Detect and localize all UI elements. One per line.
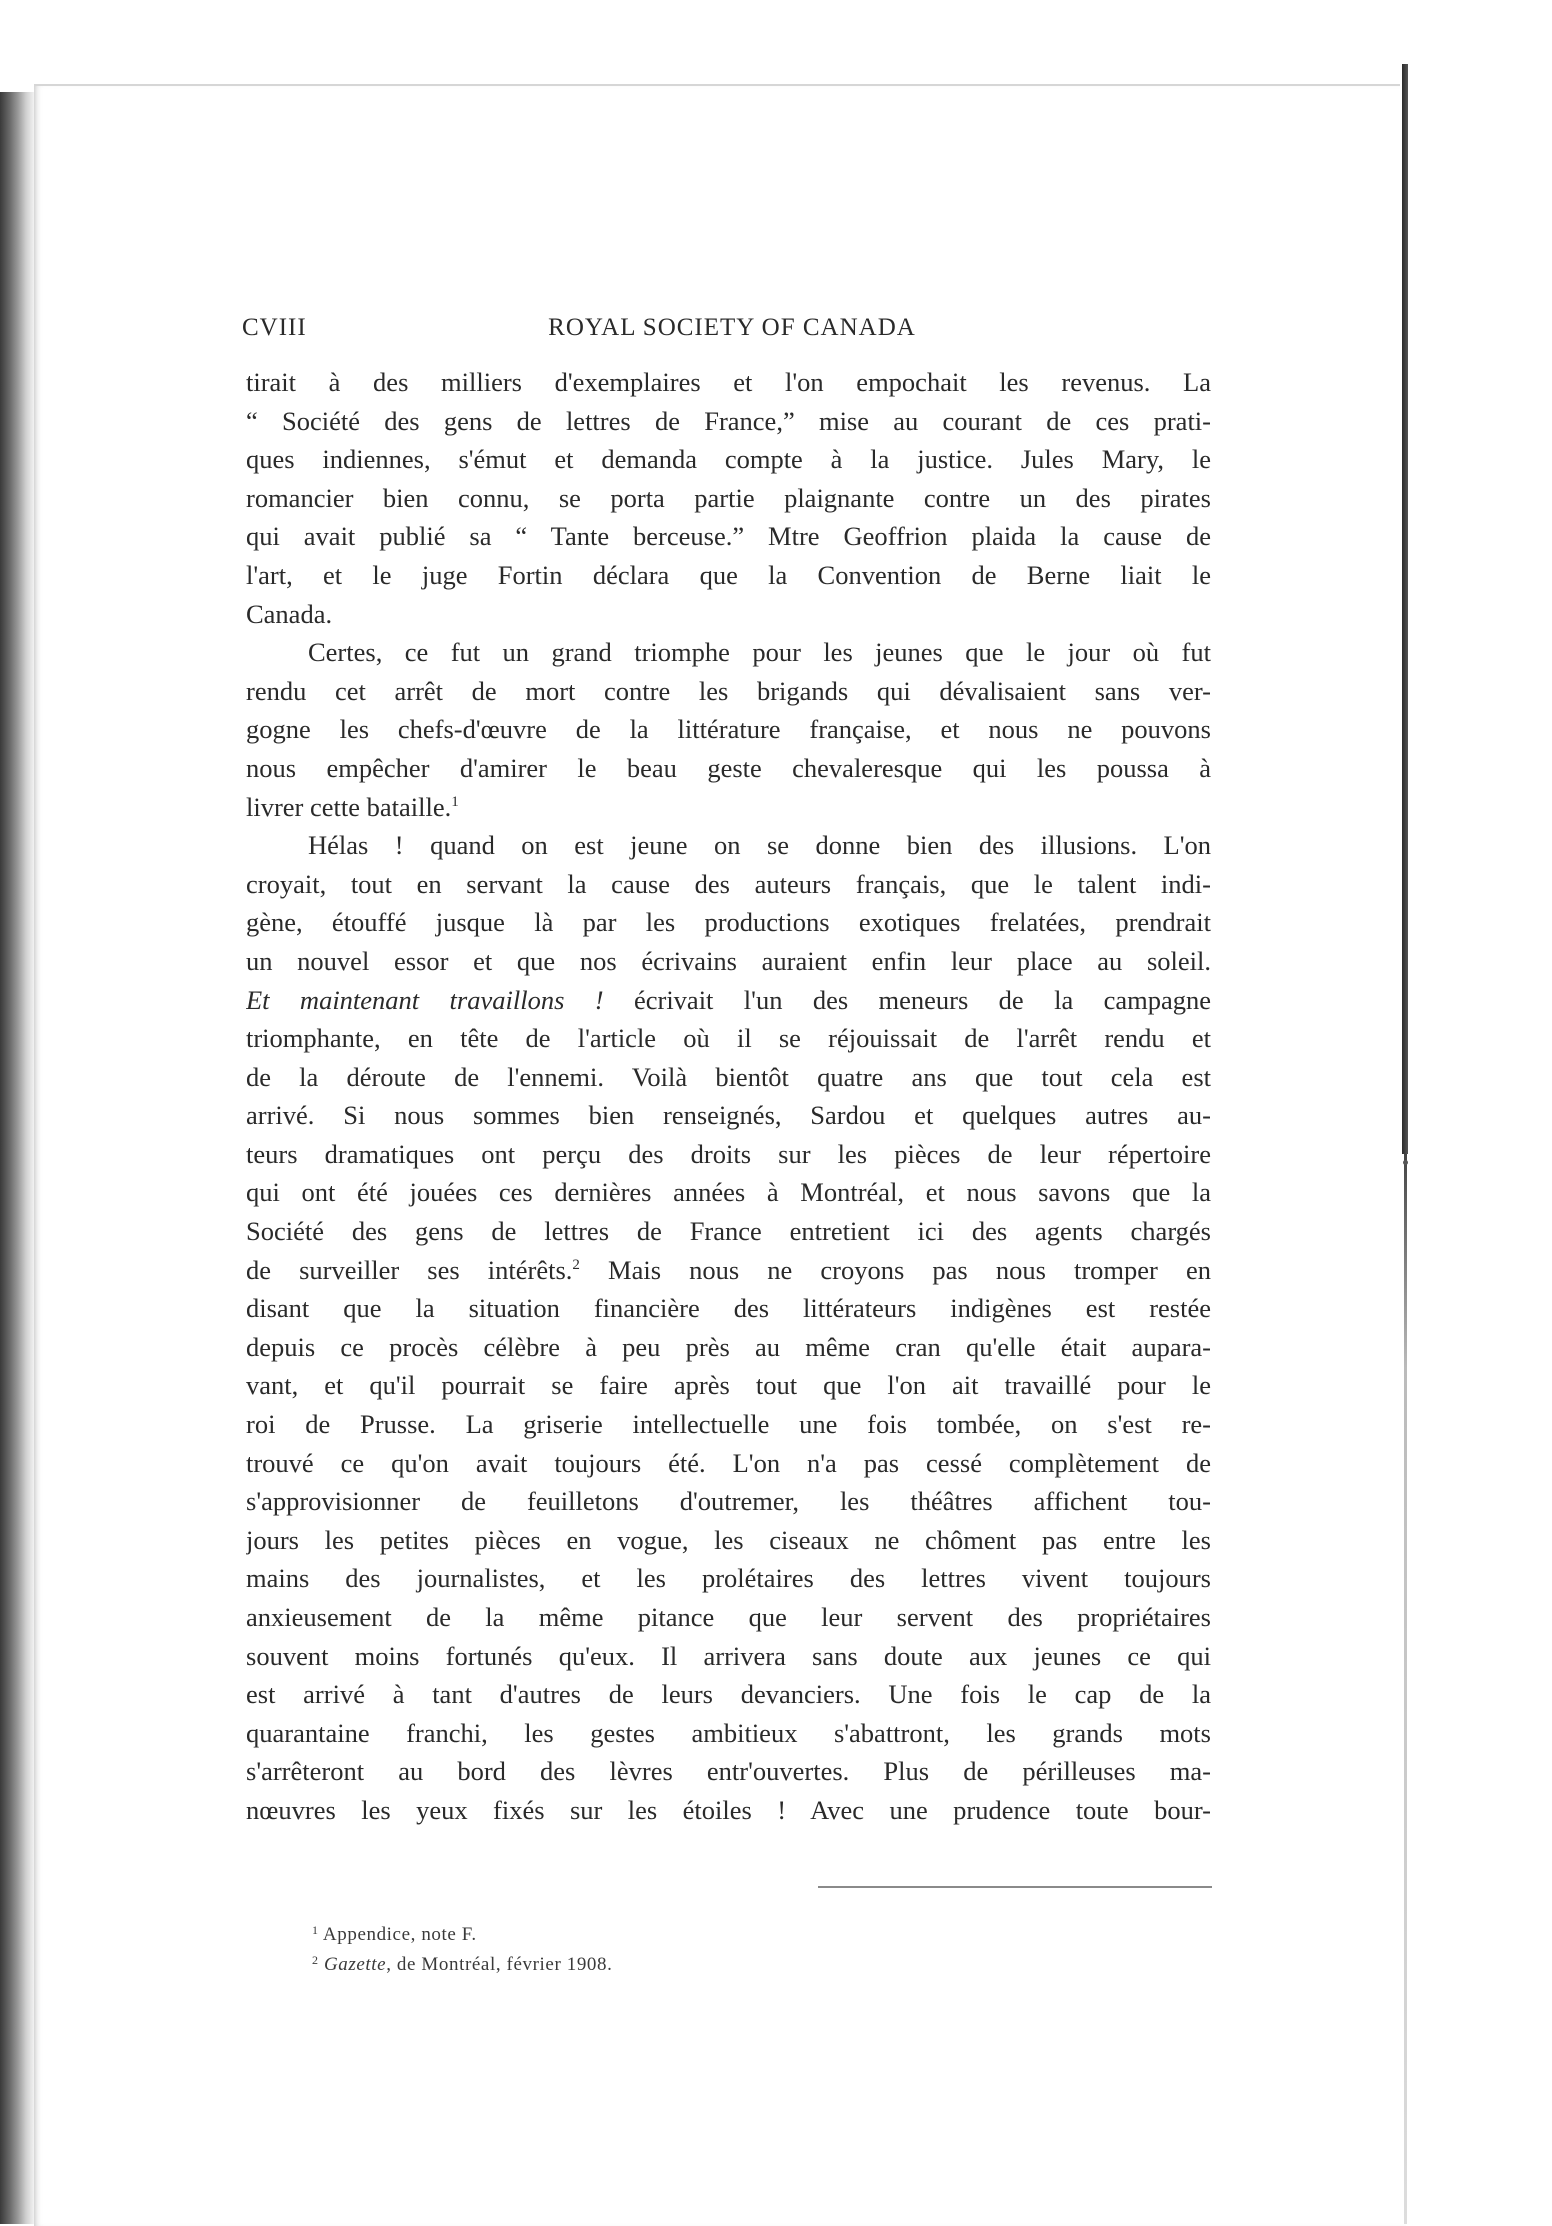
text-line: triomphante, en tête de l'article où il se réjouissait de l'arrêt rendu et: [246, 1023, 1211, 1054]
footnote-text: , de Montréal, février 1908.: [386, 1954, 613, 1975]
text-line: s'approvisionner de feuilletons d'outremer, les théâtres affichent tou-: [246, 1486, 1211, 1517]
text-line: arrivé. Si nous sommes bien renseignés, Sardou et quelques autres au-: [246, 1100, 1211, 1131]
page-number: CVIII: [242, 314, 307, 341]
running-head: [242, 314, 1212, 346]
text-line: tirait à des milliers d'exemplaires et l'on empochait les revenus. La: [246, 367, 1211, 397]
text-line: Canada.: [246, 598, 333, 629]
text-line: croyait, tout en servant la cause des auteurs français, que le talent indi-: [246, 868, 1211, 899]
text-line: souvent moins fortunés qu'eux. Il arrivera sans doute aux jeunes ce qui: [246, 1640, 1211, 1671]
body-text: [246, 363, 1211, 1830]
footnote-rule: [818, 1886, 1212, 1888]
text-line: Certes, ce fut un grand triomphe pour les jeunes que le jour où fut: [308, 637, 1211, 668]
line-text: Mais nous ne croyons pas nous tromper en: [579, 1254, 1211, 1285]
footnotes: [312, 1920, 1012, 1980]
text-line: rendu cet arrêt de mort contre les brigands qui dévalisaient sans ver-: [246, 675, 1211, 706]
text-line: jours les petites pièces en vogue, les ciseaux ne chôment pas entre les: [246, 1524, 1211, 1555]
footnote-italic: Gazette: [323, 1954, 387, 1975]
text-line: vant, et qu'il pourrait se faire après tout que l'on ait travaillé pour le: [246, 1370, 1211, 1401]
text-line: s'arrêteront au bord des lèvres entr'ouvertes. Plus de périlleuses ma-: [246, 1756, 1211, 1787]
running-title: ROYAL SOCIETY OF CANADA: [548, 314, 916, 341]
text-line: Hélas ! quand on est jeune on se donne bien des illusions. L'on: [308, 830, 1211, 861]
text-line: de la déroute de l'ennemi. Voilà bientôt quatre ans que tout cela est: [246, 1061, 1211, 1092]
gutter-edge: [1402, 64, 1408, 1154]
line-text: de surveiller ses intérêts.: [246, 1254, 573, 1285]
text-line: “ Société des gens de lettres de France,” mise au courant de ces prati-: [246, 405, 1211, 436]
text-line: mains des journalistes, et les prolétaires des lettres vivent toujours: [246, 1563, 1211, 1594]
text-line: roi de Prusse. La griserie intellectuelle une fois tombée, on s'est re-: [246, 1409, 1211, 1440]
footnote-1: [312, 1920, 1012, 1950]
line-text: livrer cette bataille.: [246, 791, 452, 822]
footnote-ref-2: 2: [572, 1256, 580, 1273]
text-line: l'art, et le juge Fortin déclara que la Convention de Berne liait le: [246, 559, 1211, 590]
text-line: qui ont été jouées ces dernières années à Montréal, et nous savons que la: [246, 1177, 1211, 1208]
text-line: romancier bien connu, se porta partie plaignante contre un des pirates: [246, 482, 1211, 513]
text-line: depuis ce procès célèbre à peu près au même cran qu'elle était aupara-: [246, 1331, 1211, 1362]
footnote-2: [312, 1950, 1012, 1980]
text-line: nœuvres les yeux fixés sur les étoiles ! Avec une prudence toute bour-: [246, 1794, 1211, 1825]
text-line: anxieusement de la même pitance que leur servent des propriétaires: [246, 1602, 1211, 1632]
footnote-ref-1: 1: [451, 793, 459, 810]
text-line: un nouvel essor et que nos écrivains auraient enfin leur place au soleil.: [246, 945, 1211, 976]
gutter-edge-lower: [1404, 1154, 1407, 2224]
footnote-mark: 2: [312, 1953, 319, 1967]
text-line: [246, 981, 1211, 1020]
footnote-mark: 1: [312, 1923, 319, 1937]
text-line: gène, étouffé jusque là par les productions exotiques frelatées, prendrait: [246, 907, 1211, 938]
text-line: ques indiennes, s'émut et demanda compte à la justice. Jules Mary, le: [246, 444, 1211, 475]
text-line: gogne les chefs-d'œuvre de la littérature française, et nous ne pouvons: [246, 714, 1211, 745]
facing-page-gutter: [1400, 60, 1552, 2224]
text-line: quarantaine franchi, les gestes ambitieux s'abattront, les grands mots: [246, 1717, 1211, 1748]
text-line: disant que la situation financière des littérateurs indigènes est restée: [246, 1293, 1211, 1324]
text-line: [246, 788, 1211, 827]
text-line: trouvé ce qu'on avait toujours été. L'on n'a pas cessé complètement de: [246, 1447, 1211, 1478]
text-line: teurs dramatiques ont perçu des droits sur les pièces de leur répertoire: [246, 1138, 1211, 1169]
book-spine-shadow: [0, 92, 34, 2224]
text-line: nous empêcher d'amirer le beau geste chevaleresque qui les poussa à: [246, 752, 1211, 783]
line-text: écrivait l'un des meneurs de la campagne: [603, 984, 1211, 1015]
italic-quote: Et maintenant travaillons !: [246, 984, 604, 1015]
text-line: Société des gens de lettres de France entretient ici des agents chargés: [246, 1216, 1211, 1247]
text-line: qui avait publié sa “ Tante berceuse.” Mtre Geoffrion plaida la cause de: [246, 521, 1211, 552]
text-line: [246, 1251, 1211, 1290]
scan-speck: [1403, 1160, 1408, 1165]
text-line: est arrivé à tant d'autres de leurs devanciers. Une fois le cap de la: [246, 1679, 1211, 1710]
footnote-text: Appendice, note F.: [322, 1924, 477, 1945]
